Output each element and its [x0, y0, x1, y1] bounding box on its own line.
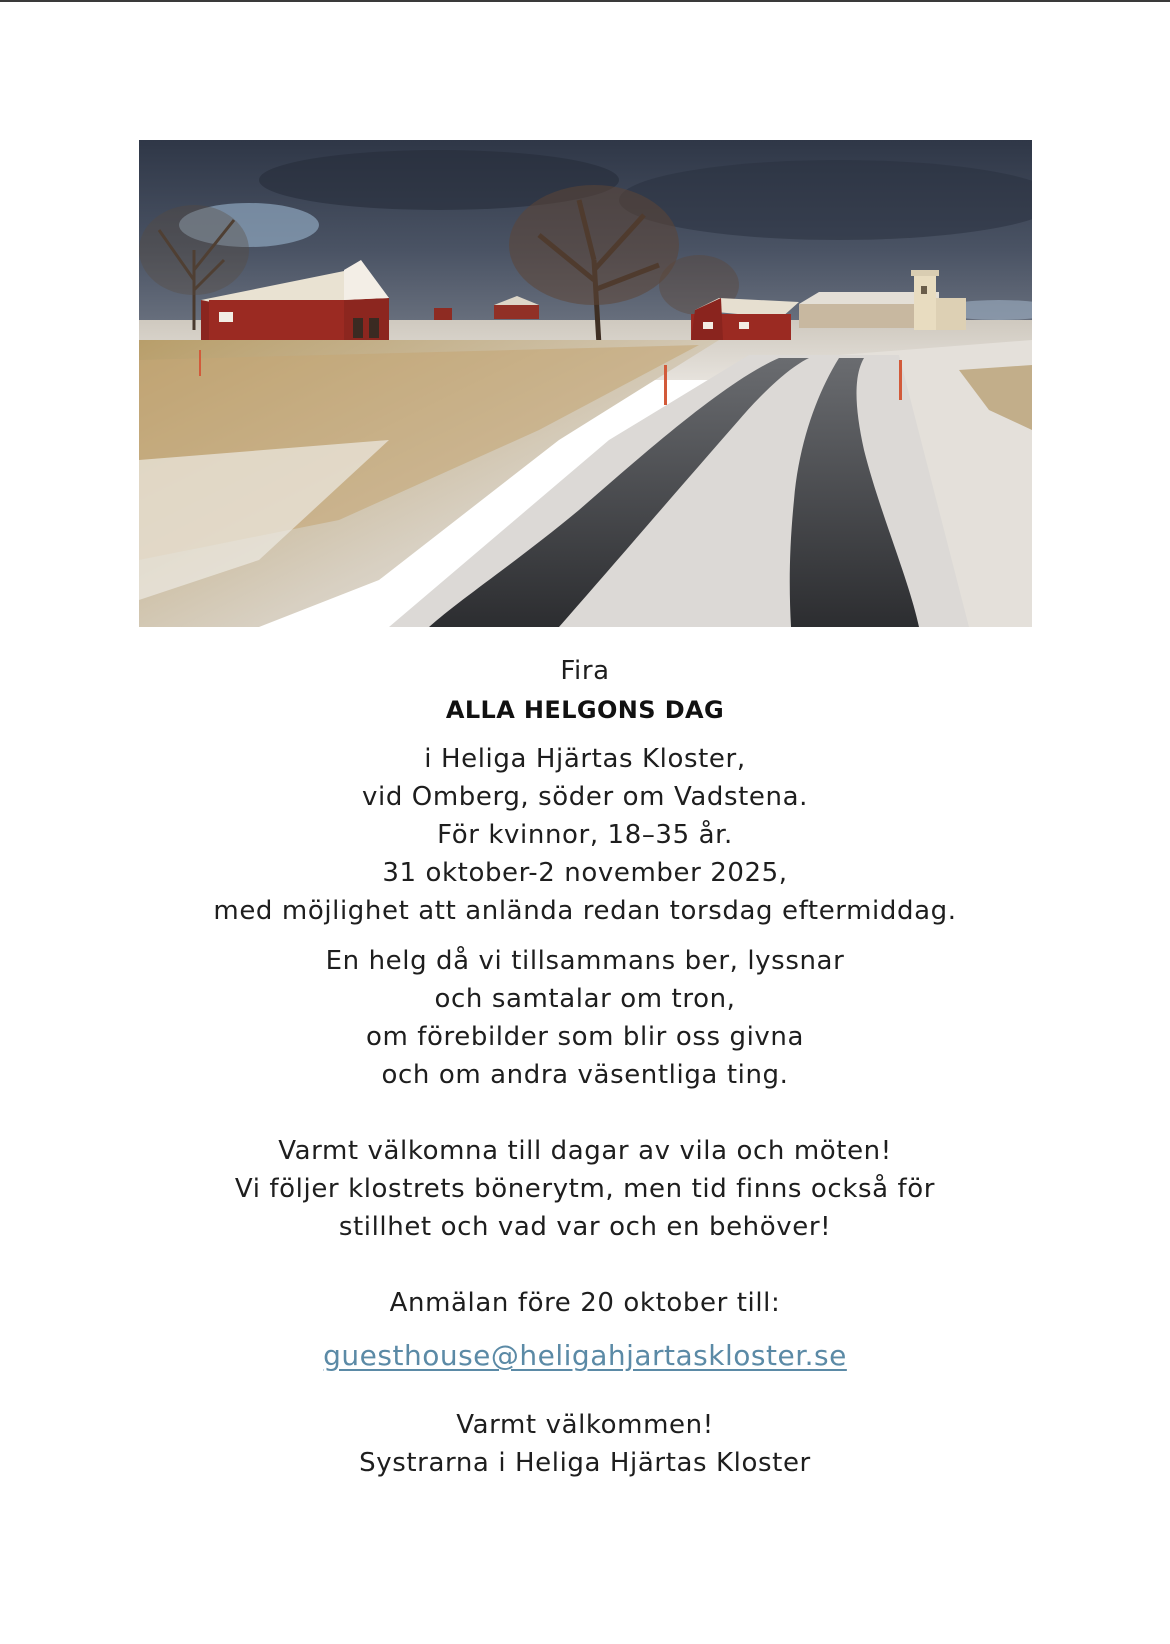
closing-text: Varmt välkommen! — [456, 1410, 714, 1440]
description-line: om förebilder som blir oss givna — [365, 1022, 805, 1052]
detail-line: vid Omberg, söder om Vadstena. — [362, 782, 808, 812]
registration-text: Anmälan före 20 oktober till: — [389, 1288, 781, 1318]
welcome-line: stillhet och vad var och en behöver! — [338, 1212, 832, 1242]
event-title: ALLA HELGONS DAG — [445, 696, 725, 724]
header-photo — [139, 140, 1032, 627]
invitation-text — [0, 652, 1170, 1482]
detail-line: i Heliga Hjärtas Kloster, — [424, 744, 746, 774]
intro-text: Fira — [560, 656, 610, 686]
top-border-line — [0, 0, 1170, 2]
welcome-line: Vi följer klostrets bönerytm, men tid finns också för — [234, 1174, 936, 1204]
email-link[interactable]: guesthouse@heligahjartaskloster.se — [323, 1339, 847, 1372]
description-line: En helg då vi tillsammans ber, lyssnar — [325, 946, 845, 976]
description-line: och samtalar om tron, — [434, 984, 736, 1014]
detail-line: För kvinnor, 18–35 år. — [437, 820, 733, 850]
welcome-line: Varmt välkomna till dagar av vila och möten! — [278, 1136, 892, 1166]
signature-text: Systrarna i Heliga Hjärtas Kloster — [359, 1448, 811, 1478]
detail-line: med möjlighet att anlända redan torsdag eftermiddag. — [213, 896, 957, 926]
detail-line: 31 oktober-2 november 2025, — [382, 858, 788, 888]
description-line: och om andra väsentliga ting. — [381, 1060, 789, 1090]
